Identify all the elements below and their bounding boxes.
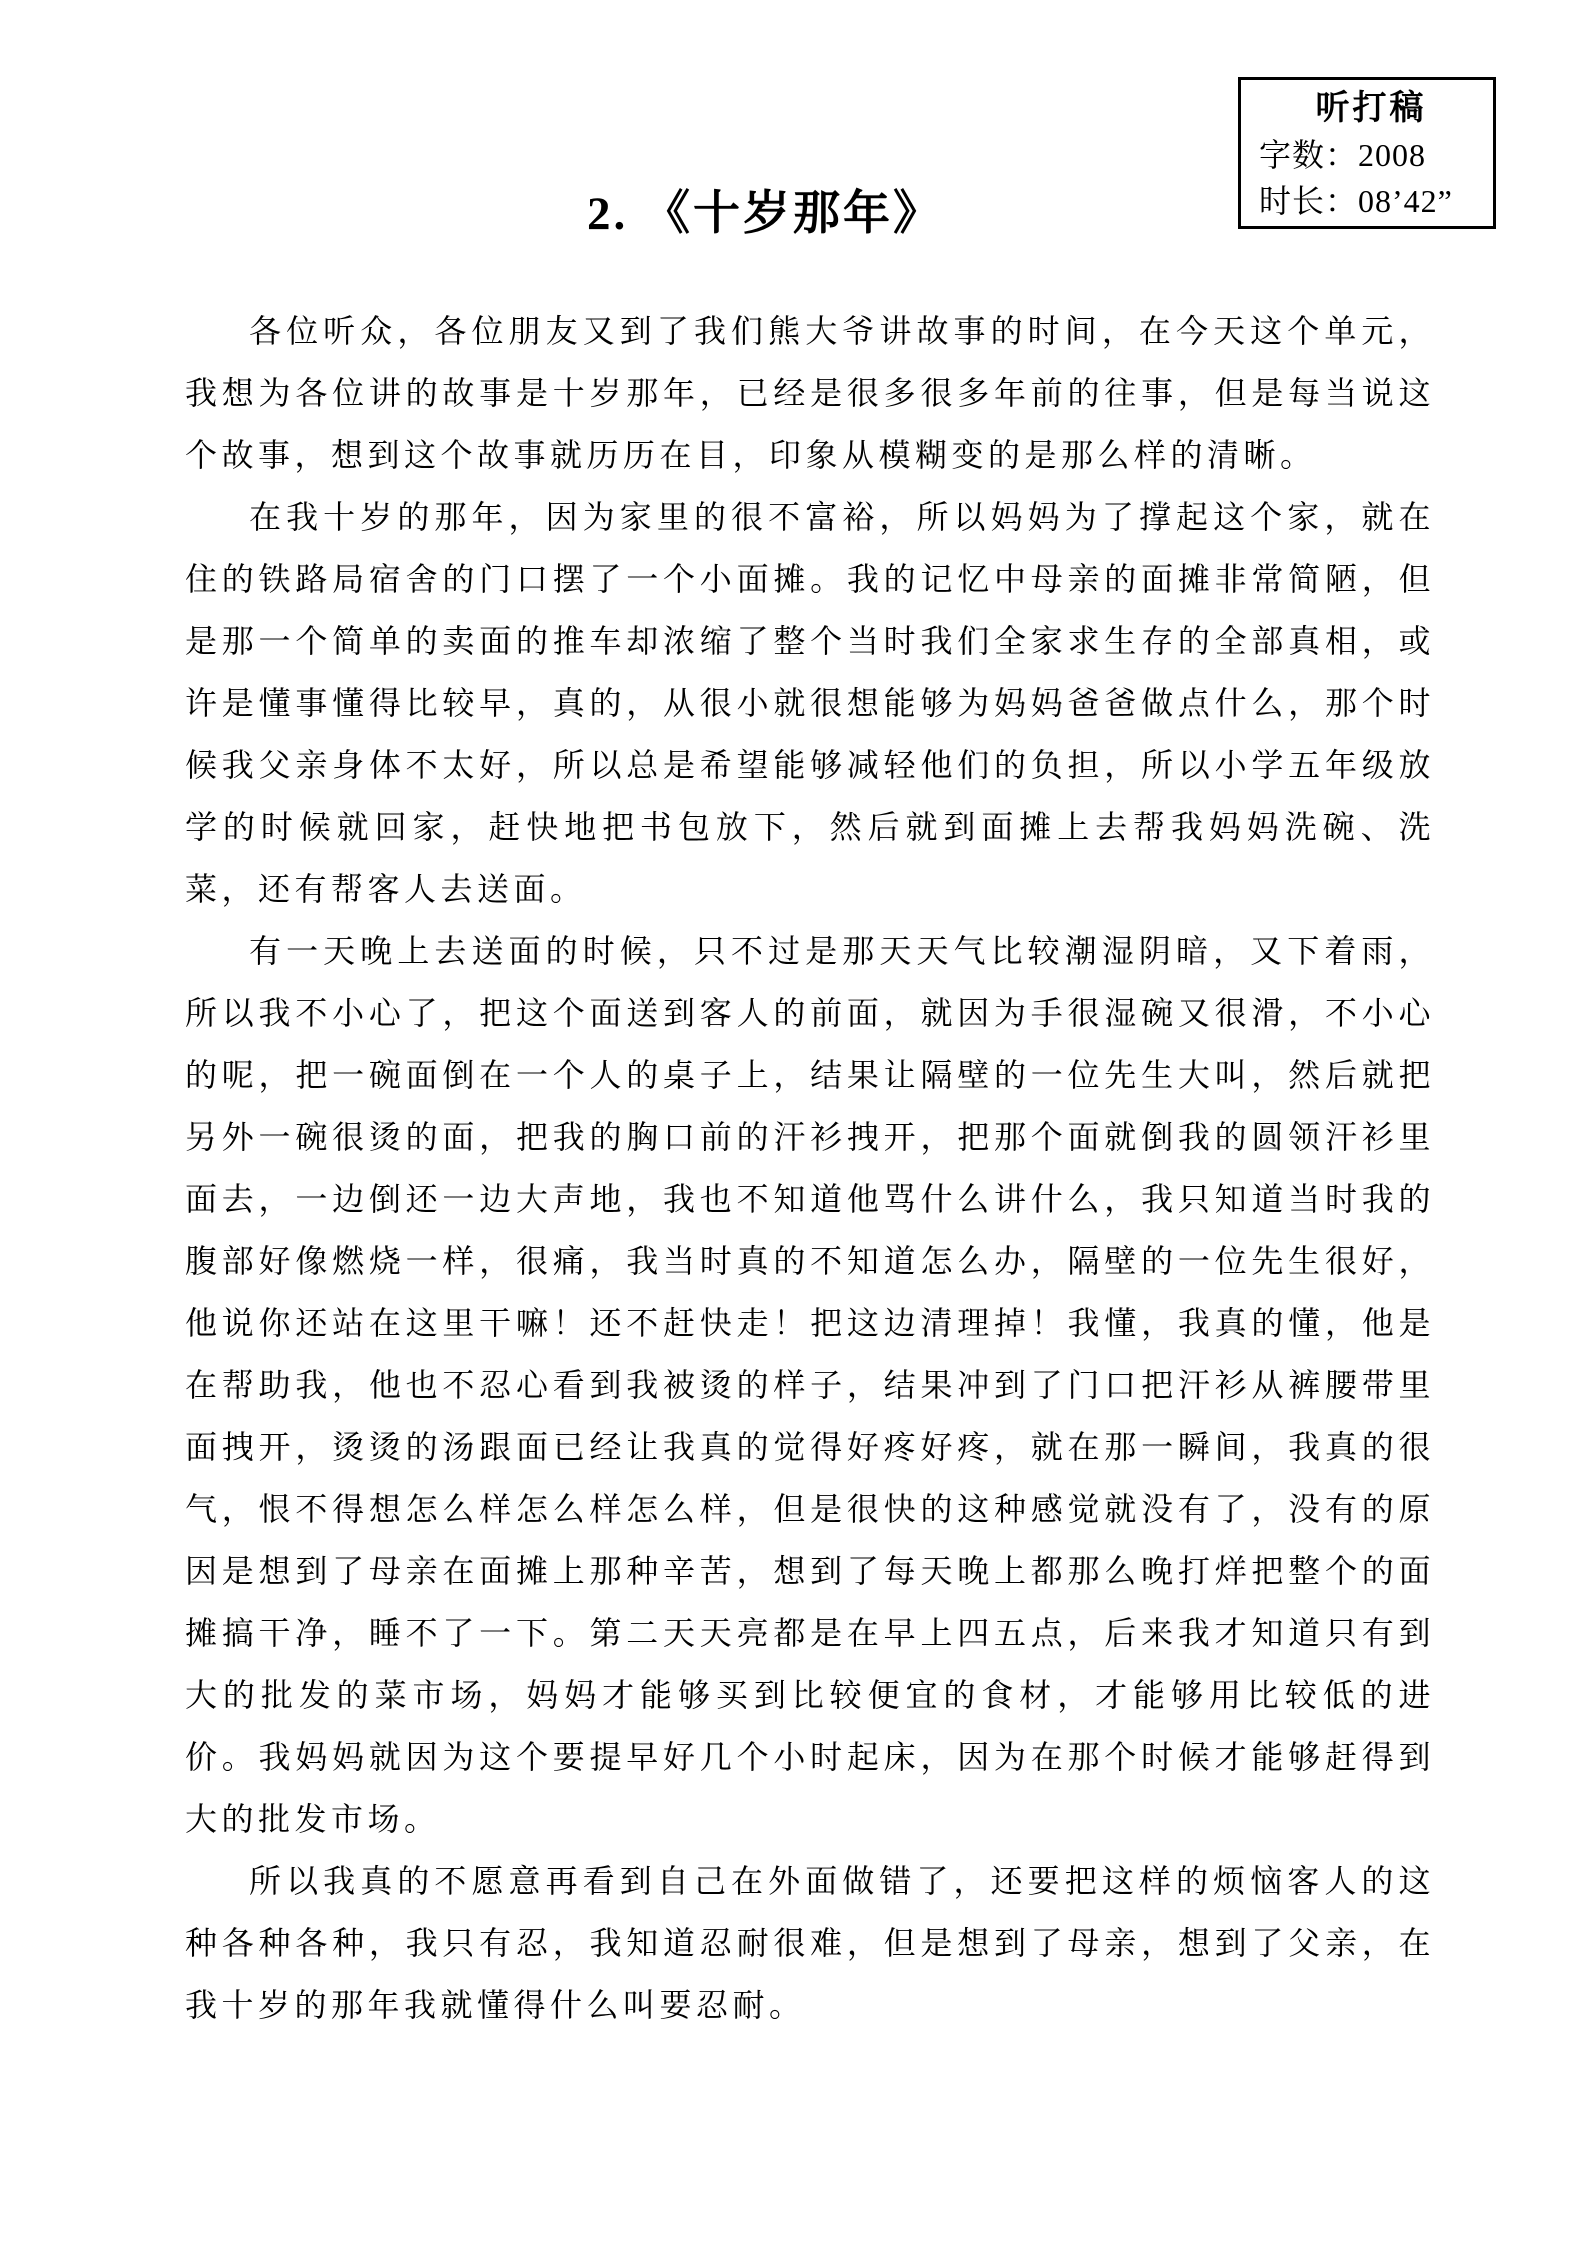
word-count-line bbox=[1259, 132, 1483, 178]
duration-value: 08’42” bbox=[1358, 183, 1453, 219]
paragraph: 各位听众，各位朋友又到了我们熊大爷讲故事的时间，在今天这个单元，我想为各位讲的故事是十岁那年，已经是很多很多年前的往事，但是每当说这个故事，想到这个故事就历历在目，印象从模糊变的是那么样的清晰。 bbox=[185, 313, 1435, 473]
document-title: 2. 《十岁那年》 bbox=[587, 188, 943, 240]
paragraph: 有一天晚上去送面的时候，只不过是那天天气比较潮湿阴暗，又下着雨，所以我不小心了，把这个面送到客人的前面，就因为手很湿碗又很滑，不小心的呢，把一碗面倒在一个人的桌子上，结果让隔壁的一位先生大叫，然后就把另外一碗很烫的面，把我的胸口前的汗衫拽开，把那个面就倒我的圆领汗衫里面去，一边倒还一边大声地，我也不知道他骂什么讲什么，我只知道当时我的腹部好像燃烧一样，很痛，我当时真的不知道怎么办，隔壁的一位先生很好，他说你还站在这里干嘛！还不赶快走！把这边清理掉！我懂，我真的懂，他是在帮助我，他也不忍心看到我被烫的样子，结果冲到了门口把汗衫从裤腰带里面拽开，烫烫的汤跟面已经让我真的觉得好疼好疼，就在那一瞬间，我真的很气，恨不得想怎么样怎么样怎么样，但是很快的这种感觉就没有了，没有的原因是想到了母亲在面摊上那种辛苦，想到了每天晚上都那么晚打烊把整个的面摊搞干净，睡不了一下。第二天天亮都是在早上四五点，后来我才知道只有到大的批发的菜市场，妈妈才能够买到比较便宜的食材，才能够用比较低的进价。我妈妈就因为这个要提早好几个小时起床，因为在那个时候才能够赶得到大的批发市场。 bbox=[185, 933, 1435, 1837]
paragraph: 在我十岁的那年，因为家里的很不富裕，所以妈妈为了撑起这个家，就在住的铁路局宿舍的门口摆了一个小面摊。我的记忆中母亲的面摊非常简陋，但是那一个简单的卖面的推车却浓缩了整个当时我们全家求生存的全部真相，或许是懂事懂得比较早，真的，从很小就很想能够为妈妈爸爸做点什么，那个时候我父亲身体不太好，所以总是希望能够减轻他们的负担，所以小学五年级放学的时候就回家，赶快地把书包放下，然后就到面摊上去帮我妈妈洗碗、洗菜，还有帮客人去送面。 bbox=[185, 499, 1435, 907]
paragraph: 所以我真的不愿意再看到自己在外面做错了，还要把这样的烦恼客人的这种各种各种，我只有忍，我知道忍耐很难，但是想到了母亲，想到了父亲，在我十岁的那年我就懂得什么叫要忍耐。 bbox=[185, 1863, 1435, 2023]
duration-label: 时长： bbox=[1259, 183, 1359, 219]
word-count-value: 2008 bbox=[1358, 137, 1427, 173]
document-body bbox=[185, 300, 1435, 2036]
info-box-heading: 听打稿 bbox=[1315, 90, 1427, 127]
word-count-label: 字数： bbox=[1259, 137, 1359, 173]
